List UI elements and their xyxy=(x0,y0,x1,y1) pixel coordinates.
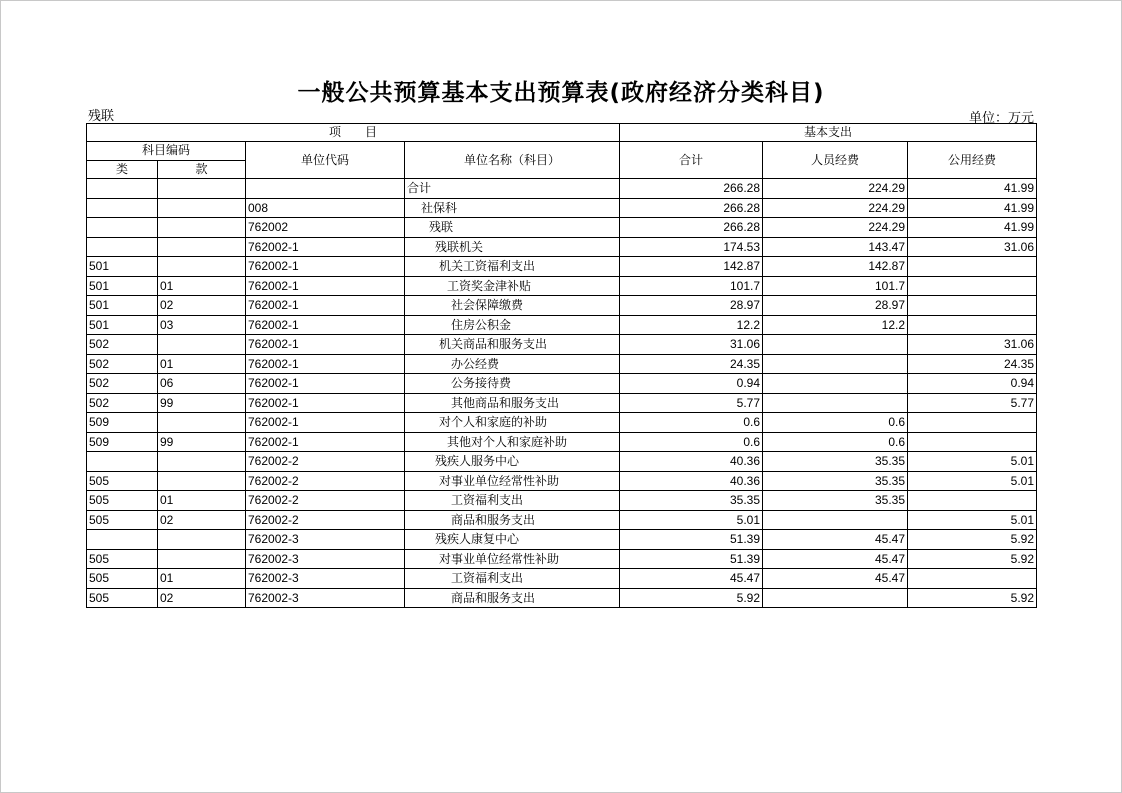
table-row xyxy=(87,471,1037,491)
cell-unit-name: 其他商品和服务支出 xyxy=(405,393,620,413)
cell-class: 505 xyxy=(87,491,158,511)
cell-personnel: 35.35 xyxy=(763,452,908,472)
cell-public: 41.99 xyxy=(908,179,1037,199)
header-unit-code: 单位代码 xyxy=(246,142,405,179)
cell-item: 99 xyxy=(158,432,246,452)
cell-unit-code xyxy=(246,179,405,199)
header-basic-expense: 基本支出 xyxy=(620,124,1037,142)
cell-unit-name: 机关工资福利支出 xyxy=(405,257,620,277)
cell-class xyxy=(87,530,158,550)
table-row xyxy=(87,179,1037,199)
cell-unit-name: 商品和服务支出 xyxy=(405,588,620,608)
cell-total: 142.87 xyxy=(620,257,763,277)
cell-unit-name: 机关商品和服务支出 xyxy=(405,335,620,355)
cell-class: 505 xyxy=(87,510,158,530)
cell-personnel: 0.6 xyxy=(763,413,908,433)
cell-item xyxy=(158,549,246,569)
table-row xyxy=(87,276,1037,296)
table-row xyxy=(87,257,1037,277)
cell-personnel: 142.87 xyxy=(763,257,908,277)
table-row xyxy=(87,374,1037,394)
table-row xyxy=(87,549,1037,569)
cell-item: 02 xyxy=(158,296,246,316)
cell-personnel xyxy=(763,335,908,355)
cell-total: 0.94 xyxy=(620,374,763,394)
cell-total: 28.97 xyxy=(620,296,763,316)
cell-public: 5.92 xyxy=(908,549,1037,569)
cell-unit-code: 762002-2 xyxy=(246,452,405,472)
cell-class: 505 xyxy=(87,549,158,569)
cell-total: 266.28 xyxy=(620,198,763,218)
cell-personnel: 224.29 xyxy=(763,218,908,238)
header-project: 项 目 xyxy=(87,124,620,142)
cell-public: 5.92 xyxy=(908,530,1037,550)
cell-class: 501 xyxy=(87,276,158,296)
cell-unit-name: 工资奖金津补贴 xyxy=(405,276,620,296)
cell-personnel: 143.47 xyxy=(763,237,908,257)
cell-unit-name: 住房公积金 xyxy=(405,315,620,335)
cell-personnel: 35.35 xyxy=(763,491,908,511)
cell-item: 06 xyxy=(158,374,246,394)
cell-total: 101.7 xyxy=(620,276,763,296)
cell-item: 03 xyxy=(158,315,246,335)
cell-unit-name: 残疾人服务中心 xyxy=(405,452,620,472)
cell-class xyxy=(87,452,158,472)
cell-class xyxy=(87,179,158,199)
cell-unit-code: 762002-3 xyxy=(246,569,405,589)
cell-unit-name: 合计 xyxy=(405,179,620,199)
cell-public xyxy=(908,413,1037,433)
cell-public: 31.06 xyxy=(908,335,1037,355)
cell-item xyxy=(158,452,246,472)
table-row xyxy=(87,315,1037,335)
header-public: 公用经费 xyxy=(908,142,1037,179)
cell-class: 502 xyxy=(87,335,158,355)
cell-public: 31.06 xyxy=(908,237,1037,257)
cell-unit-name: 残联机关 xyxy=(405,237,620,257)
cell-class: 502 xyxy=(87,393,158,413)
cell-unit-code: 762002-1 xyxy=(246,432,405,452)
cell-unit-code: 762002-1 xyxy=(246,393,405,413)
cell-public xyxy=(908,296,1037,316)
cell-class: 502 xyxy=(87,354,158,374)
cell-unit-code: 762002-2 xyxy=(246,491,405,511)
cell-personnel: 12.2 xyxy=(763,315,908,335)
cell-unit-name: 对事业单位经常性补助 xyxy=(405,549,620,569)
header-unit-name: 单位名称（科目） xyxy=(405,142,620,179)
cell-class: 509 xyxy=(87,413,158,433)
cell-public: 41.99 xyxy=(908,218,1037,238)
cell-total: 5.92 xyxy=(620,588,763,608)
cell-total: 24.35 xyxy=(620,354,763,374)
cell-unit-name: 办公经费 xyxy=(405,354,620,374)
cell-unit-name: 残疾人康复中心 xyxy=(405,530,620,550)
cell-unit-name: 对个人和家庭的补助 xyxy=(405,413,620,433)
cell-total: 31.06 xyxy=(620,335,763,355)
cell-public xyxy=(908,257,1037,277)
cell-unit-name: 公务接待费 xyxy=(405,374,620,394)
header-personnel: 人员经费 xyxy=(763,142,908,179)
header-subject-code: 科目编码 xyxy=(87,142,246,161)
table-body xyxy=(87,179,1037,608)
cell-personnel: 224.29 xyxy=(763,179,908,199)
cell-total: 266.28 xyxy=(620,218,763,238)
cell-total: 40.36 xyxy=(620,471,763,491)
page-title: 一般公共预算基本支出预算表(政府经济分类科目) xyxy=(297,80,825,106)
cell-personnel: 35.35 xyxy=(763,471,908,491)
cell-unit-code: 762002-2 xyxy=(246,471,405,491)
header-class: 类 xyxy=(87,160,158,179)
table-row xyxy=(87,530,1037,550)
cell-item xyxy=(158,179,246,199)
cell-total: 51.39 xyxy=(620,530,763,550)
cell-item xyxy=(158,335,246,355)
cell-unit-code: 762002-1 xyxy=(246,413,405,433)
table-row xyxy=(87,393,1037,413)
cell-personnel: 28.97 xyxy=(763,296,908,316)
cell-public: 5.01 xyxy=(908,471,1037,491)
unit-label: 单位：万元 xyxy=(968,111,1034,126)
cell-personnel: 101.7 xyxy=(763,276,908,296)
cell-public xyxy=(908,569,1037,589)
cell-unit-code: 762002-1 xyxy=(246,296,405,316)
table-row xyxy=(87,335,1037,355)
cell-personnel: 45.47 xyxy=(763,569,908,589)
table-row xyxy=(87,354,1037,374)
cell-total: 174.53 xyxy=(620,237,763,257)
cell-unit-code: 008 xyxy=(246,198,405,218)
cell-total: 5.01 xyxy=(620,510,763,530)
cell-total: 35.35 xyxy=(620,491,763,511)
table-row xyxy=(87,218,1037,238)
cell-class: 501 xyxy=(87,315,158,335)
cell-public: 5.01 xyxy=(908,510,1037,530)
cell-personnel xyxy=(763,374,908,394)
cell-class xyxy=(87,218,158,238)
cell-unit-name: 残联 xyxy=(405,218,620,238)
cell-unit-code: 762002-1 xyxy=(246,374,405,394)
cell-total: 0.6 xyxy=(620,413,763,433)
cell-unit-code: 762002-1 xyxy=(246,315,405,335)
cell-unit-code: 762002-1 xyxy=(246,276,405,296)
cell-item xyxy=(158,471,246,491)
cell-public: 24.35 xyxy=(908,354,1037,374)
cell-total: 0.6 xyxy=(620,432,763,452)
cell-total: 45.47 xyxy=(620,569,763,589)
cell-public xyxy=(908,491,1037,511)
cell-unit-name: 其他对个人和家庭补助 xyxy=(405,432,620,452)
cell-unit-code: 762002-3 xyxy=(246,530,405,550)
cell-personnel xyxy=(763,354,908,374)
cell-public: 0.94 xyxy=(908,374,1037,394)
cell-unit-code: 762002-1 xyxy=(246,257,405,277)
cell-item xyxy=(158,257,246,277)
cell-personnel xyxy=(763,393,908,413)
cell-class: 501 xyxy=(87,296,158,316)
cell-total: 40.36 xyxy=(620,452,763,472)
header-item: 款 xyxy=(158,160,246,179)
cell-unit-name: 工资福利支出 xyxy=(405,569,620,589)
cell-item xyxy=(158,530,246,550)
cell-personnel: 45.47 xyxy=(763,530,908,550)
cell-unit-name: 社保科 xyxy=(405,198,620,218)
cell-unit-code: 762002-3 xyxy=(246,549,405,569)
cell-personnel xyxy=(763,510,908,530)
cell-item: 02 xyxy=(158,588,246,608)
cell-class xyxy=(87,237,158,257)
cell-personnel: 224.29 xyxy=(763,198,908,218)
table-row xyxy=(87,237,1037,257)
table-row xyxy=(87,569,1037,589)
cell-class: 505 xyxy=(87,569,158,589)
cell-public xyxy=(908,276,1037,296)
cell-unit-name: 工资福利支出 xyxy=(405,491,620,511)
cell-public xyxy=(908,315,1037,335)
table-row xyxy=(87,198,1037,218)
table-row xyxy=(87,432,1037,452)
cell-item: 01 xyxy=(158,569,246,589)
cell-unit-code: 762002-1 xyxy=(246,237,405,257)
cell-personnel xyxy=(763,588,908,608)
table-row xyxy=(87,491,1037,511)
cell-item: 99 xyxy=(158,393,246,413)
table-row xyxy=(87,452,1037,472)
cell-class: 505 xyxy=(87,471,158,491)
cell-item: 01 xyxy=(158,354,246,374)
cell-public: 5.77 xyxy=(908,393,1037,413)
cell-item xyxy=(158,218,246,238)
cell-unit-name: 商品和服务支出 xyxy=(405,510,620,530)
table-row xyxy=(87,296,1037,316)
cell-public: 5.92 xyxy=(908,588,1037,608)
budget-table xyxy=(86,123,1037,608)
cell-unit-code: 762002-2 xyxy=(246,510,405,530)
cell-total: 51.39 xyxy=(620,549,763,569)
cell-public: 41.99 xyxy=(908,198,1037,218)
cell-class: 501 xyxy=(87,257,158,277)
cell-unit-code: 762002-1 xyxy=(246,335,405,355)
organization-label: 残联 xyxy=(88,109,115,124)
table-row xyxy=(87,510,1037,530)
cell-item: 01 xyxy=(158,491,246,511)
cell-class: 502 xyxy=(87,374,158,394)
cell-unit-code: 762002-3 xyxy=(246,588,405,608)
cell-item: 01 xyxy=(158,276,246,296)
cell-item xyxy=(158,413,246,433)
cell-unit-name: 对事业单位经常性补助 xyxy=(405,471,620,491)
cell-unit-name: 社会保障缴费 xyxy=(405,296,620,316)
header-total: 合计 xyxy=(620,142,763,179)
cell-total: 12.2 xyxy=(620,315,763,335)
cell-personnel: 0.6 xyxy=(763,432,908,452)
table-row xyxy=(87,413,1037,433)
table-row xyxy=(87,588,1037,608)
cell-item xyxy=(158,237,246,257)
cell-total: 266.28 xyxy=(620,179,763,199)
cell-item xyxy=(158,198,246,218)
cell-public: 5.01 xyxy=(908,452,1037,472)
cell-class: 505 xyxy=(87,588,158,608)
cell-class xyxy=(87,198,158,218)
cell-total: 5.77 xyxy=(620,393,763,413)
cell-personnel: 45.47 xyxy=(763,549,908,569)
cell-unit-code: 762002 xyxy=(246,218,405,238)
cell-item: 02 xyxy=(158,510,246,530)
cell-class: 509 xyxy=(87,432,158,452)
cell-public xyxy=(908,432,1037,452)
cell-unit-code: 762002-1 xyxy=(246,354,405,374)
